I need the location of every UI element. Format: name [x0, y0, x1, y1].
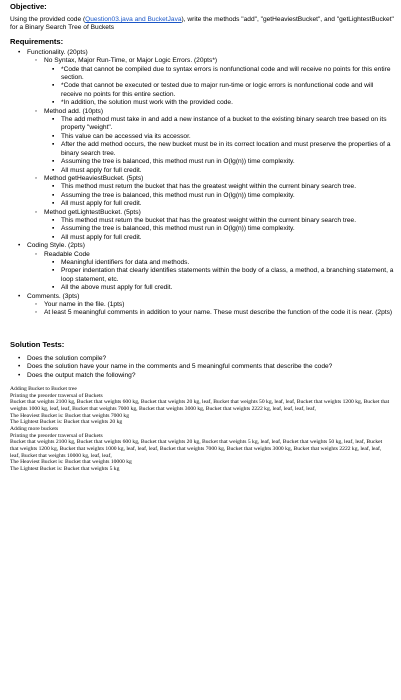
output-line: Bucket that weights 2100 kg, Bucket that weights 600 kg, Bucket that weights 20 kg, Bucket that weights 5 kg, leaf, leaf, Bucket that weights 50 kg, leaf, leaf, Bucket that weights 1200 kg, Bucket that weights 1000 kg, leaf, leaf, leaf, Bucket that weights 7000 kg, Bucket that weights 3000 kg, Bucket that weights 2222 kg, leaf, leaf, leaf, Bucket that weights 10000 kg, leaf, leaf,	[10, 439, 383, 459]
list-item: ◦ Your name in the file. (1pts)	[27, 301, 394, 309]
list-item: ▪ Assuming the tree is balanced, this method must run in O(lg(n)) time complexity.	[44, 192, 394, 200]
readable-code-label: Readable Code	[44, 250, 90, 258]
method-heaviest-item	[27, 175, 394, 209]
output-line: Printing the preorder traversal of Buckets	[10, 432, 103, 439]
list-item: ▪ Meaningful identifiers for data and methods.	[44, 259, 394, 267]
method-lightest-list	[44, 217, 394, 242]
method-add-list	[44, 116, 394, 175]
list-item: ▪ *Code that cannot be compiled due to syntax errors is nonfunctional code and will receive no points for this entire section.	[44, 66, 394, 83]
method-lightest-label: Method getLightestBucket. (5pts)	[44, 208, 141, 216]
list-item: ▪ All must apply for full credit.	[44, 200, 394, 208]
output-line: Bucket that weights 2100 kg, Bucket that weights 600 kg, Bucket that weights 20 kg, leaf, Bucket that weights 50 kg, leaf, leaf, Bucket that weights 1200 kg, Bucket that weights 1000 kg, leaf, leaf, Bucket that weights 7000 kg, Bucket that weights 3000 kg, Bucket that weights 2222 kg, leaf, leaf, leaf, leaf,	[10, 399, 390, 412]
output-line: Printing the preorder traversal of Buckets	[10, 392, 103, 399]
objective-intro-post: ), write the methods "add", "getHeaviestBucket", and "getLightestBucket" for a Binary Search Tree of Buckets	[10, 16, 394, 32]
list-item: ▪ This value can be accessed via its accessor.	[44, 133, 394, 141]
no-syntax-list	[44, 66, 394, 108]
output-line: The Lightest Bucket is: Bucket that weights 5 kg	[10, 465, 120, 472]
list-item: ▪ This method must return the bucket that has the greatest weight within the current binary search tree.	[44, 217, 394, 225]
functionality-label: Functionality. (20pts)	[27, 48, 88, 56]
solution-tests-section	[10, 340, 394, 380]
expected-output	[10, 386, 390, 473]
objective-section	[10, 2, 394, 33]
comments-label: Comments. (3pts)	[27, 292, 80, 300]
coding-style-sublist	[27, 251, 394, 293]
objective-heading: Objective:	[10, 2, 47, 11]
list-item: ▪ This method must return the bucket that has the greatest weight within the current binary search tree.	[44, 183, 394, 191]
list-item: ▪ The add method must take in and add a new instance of a bucket to the existing binary search tree based on its property "weight".	[44, 116, 394, 133]
readable-code-item	[27, 251, 394, 293]
functionality-item	[10, 49, 394, 242]
list-item: ▪ Assuming the tree is balanced, this method must run in O(lg(n)) time complexity.	[44, 158, 394, 166]
no-syntax-label: No Syntax, Major Run-Time, or Major Logic Errors. (20pts*)	[44, 57, 218, 65]
list-item: ▪ All must apply for full credit.	[44, 167, 394, 175]
output-line: The Heaviest Bucket is: Bucket that weights 7000 kg	[10, 412, 129, 419]
comments-sublist	[27, 301, 394, 318]
comments-item	[10, 293, 394, 318]
list-item: ▪ All must apply for full credit.	[44, 234, 394, 242]
list-item: • Does the solution compile?	[10, 355, 394, 363]
method-add-label: Method add. (10pts)	[44, 107, 104, 115]
output-line: The Heaviest Bucket is: Bucket that weights 10000 kg	[10, 459, 132, 466]
method-heaviest-label: Method getHeaviestBucket. (5pts)	[44, 174, 144, 182]
coding-style-label: Coding Style. (2pts)	[27, 242, 85, 250]
output-line: Adding more buckets	[10, 425, 59, 432]
assignment-document	[10, 2, 394, 473]
requirements-heading: Requirements:	[10, 36, 64, 46]
code-files-link[interactable]: Question03.java and BucketJava	[85, 16, 182, 23]
list-item: ◦ At least 5 meaningful comments in addition to your name. These must describe the function of the code it is near. (2pts)	[27, 309, 394, 317]
coding-style-item	[10, 242, 394, 292]
method-heaviest-list	[44, 183, 394, 208]
list-item: ▪ After the add method occurs, the new bucket must be in its correct location and must preserve the properties of a binary search tree.	[44, 141, 394, 158]
output-line: Adding Bucket to Bucket tree	[10, 386, 77, 393]
objective-intro-pre: Using the provided code (	[10, 16, 86, 23]
method-add-item	[27, 108, 394, 175]
solution-tests-heading: Solution Tests:	[10, 339, 65, 349]
list-item: • Does the solution have your name in the comments and 5 meaningful comments that describe the code?	[10, 363, 394, 371]
solution-tests-list	[10, 355, 394, 380]
method-lightest-item	[27, 209, 394, 243]
requirements-section	[10, 37, 394, 318]
list-item: ▪ Proper indentation that clearly identifies statements within the body of a class, a method, a branching statement, a loop statement, etc.	[44, 267, 394, 284]
functionality-sublist	[27, 57, 394, 242]
list-item: • Does the output match the following?	[10, 372, 394, 380]
objective-text	[10, 16, 394, 33]
requirements-list	[10, 49, 394, 318]
list-item: ▪ *Code that cannot be executed or tested due to major run-time or logic errors is nonfunctional code and will receive no points for this entire section.	[44, 82, 394, 99]
list-item: ▪ *In addition, the solution must work with the provided code.	[44, 99, 394, 107]
output-line: The Lightest Bucket is: Bucket that weights 20 kg	[10, 419, 123, 426]
list-item: ▪ All the above must apply for full credit.	[44, 284, 394, 292]
no-syntax-item	[27, 57, 394, 107]
readable-code-list	[44, 259, 394, 293]
list-item: ▪ Assuming the tree is balanced, this method must run in O(lg(n)) time complexity.	[44, 225, 394, 233]
